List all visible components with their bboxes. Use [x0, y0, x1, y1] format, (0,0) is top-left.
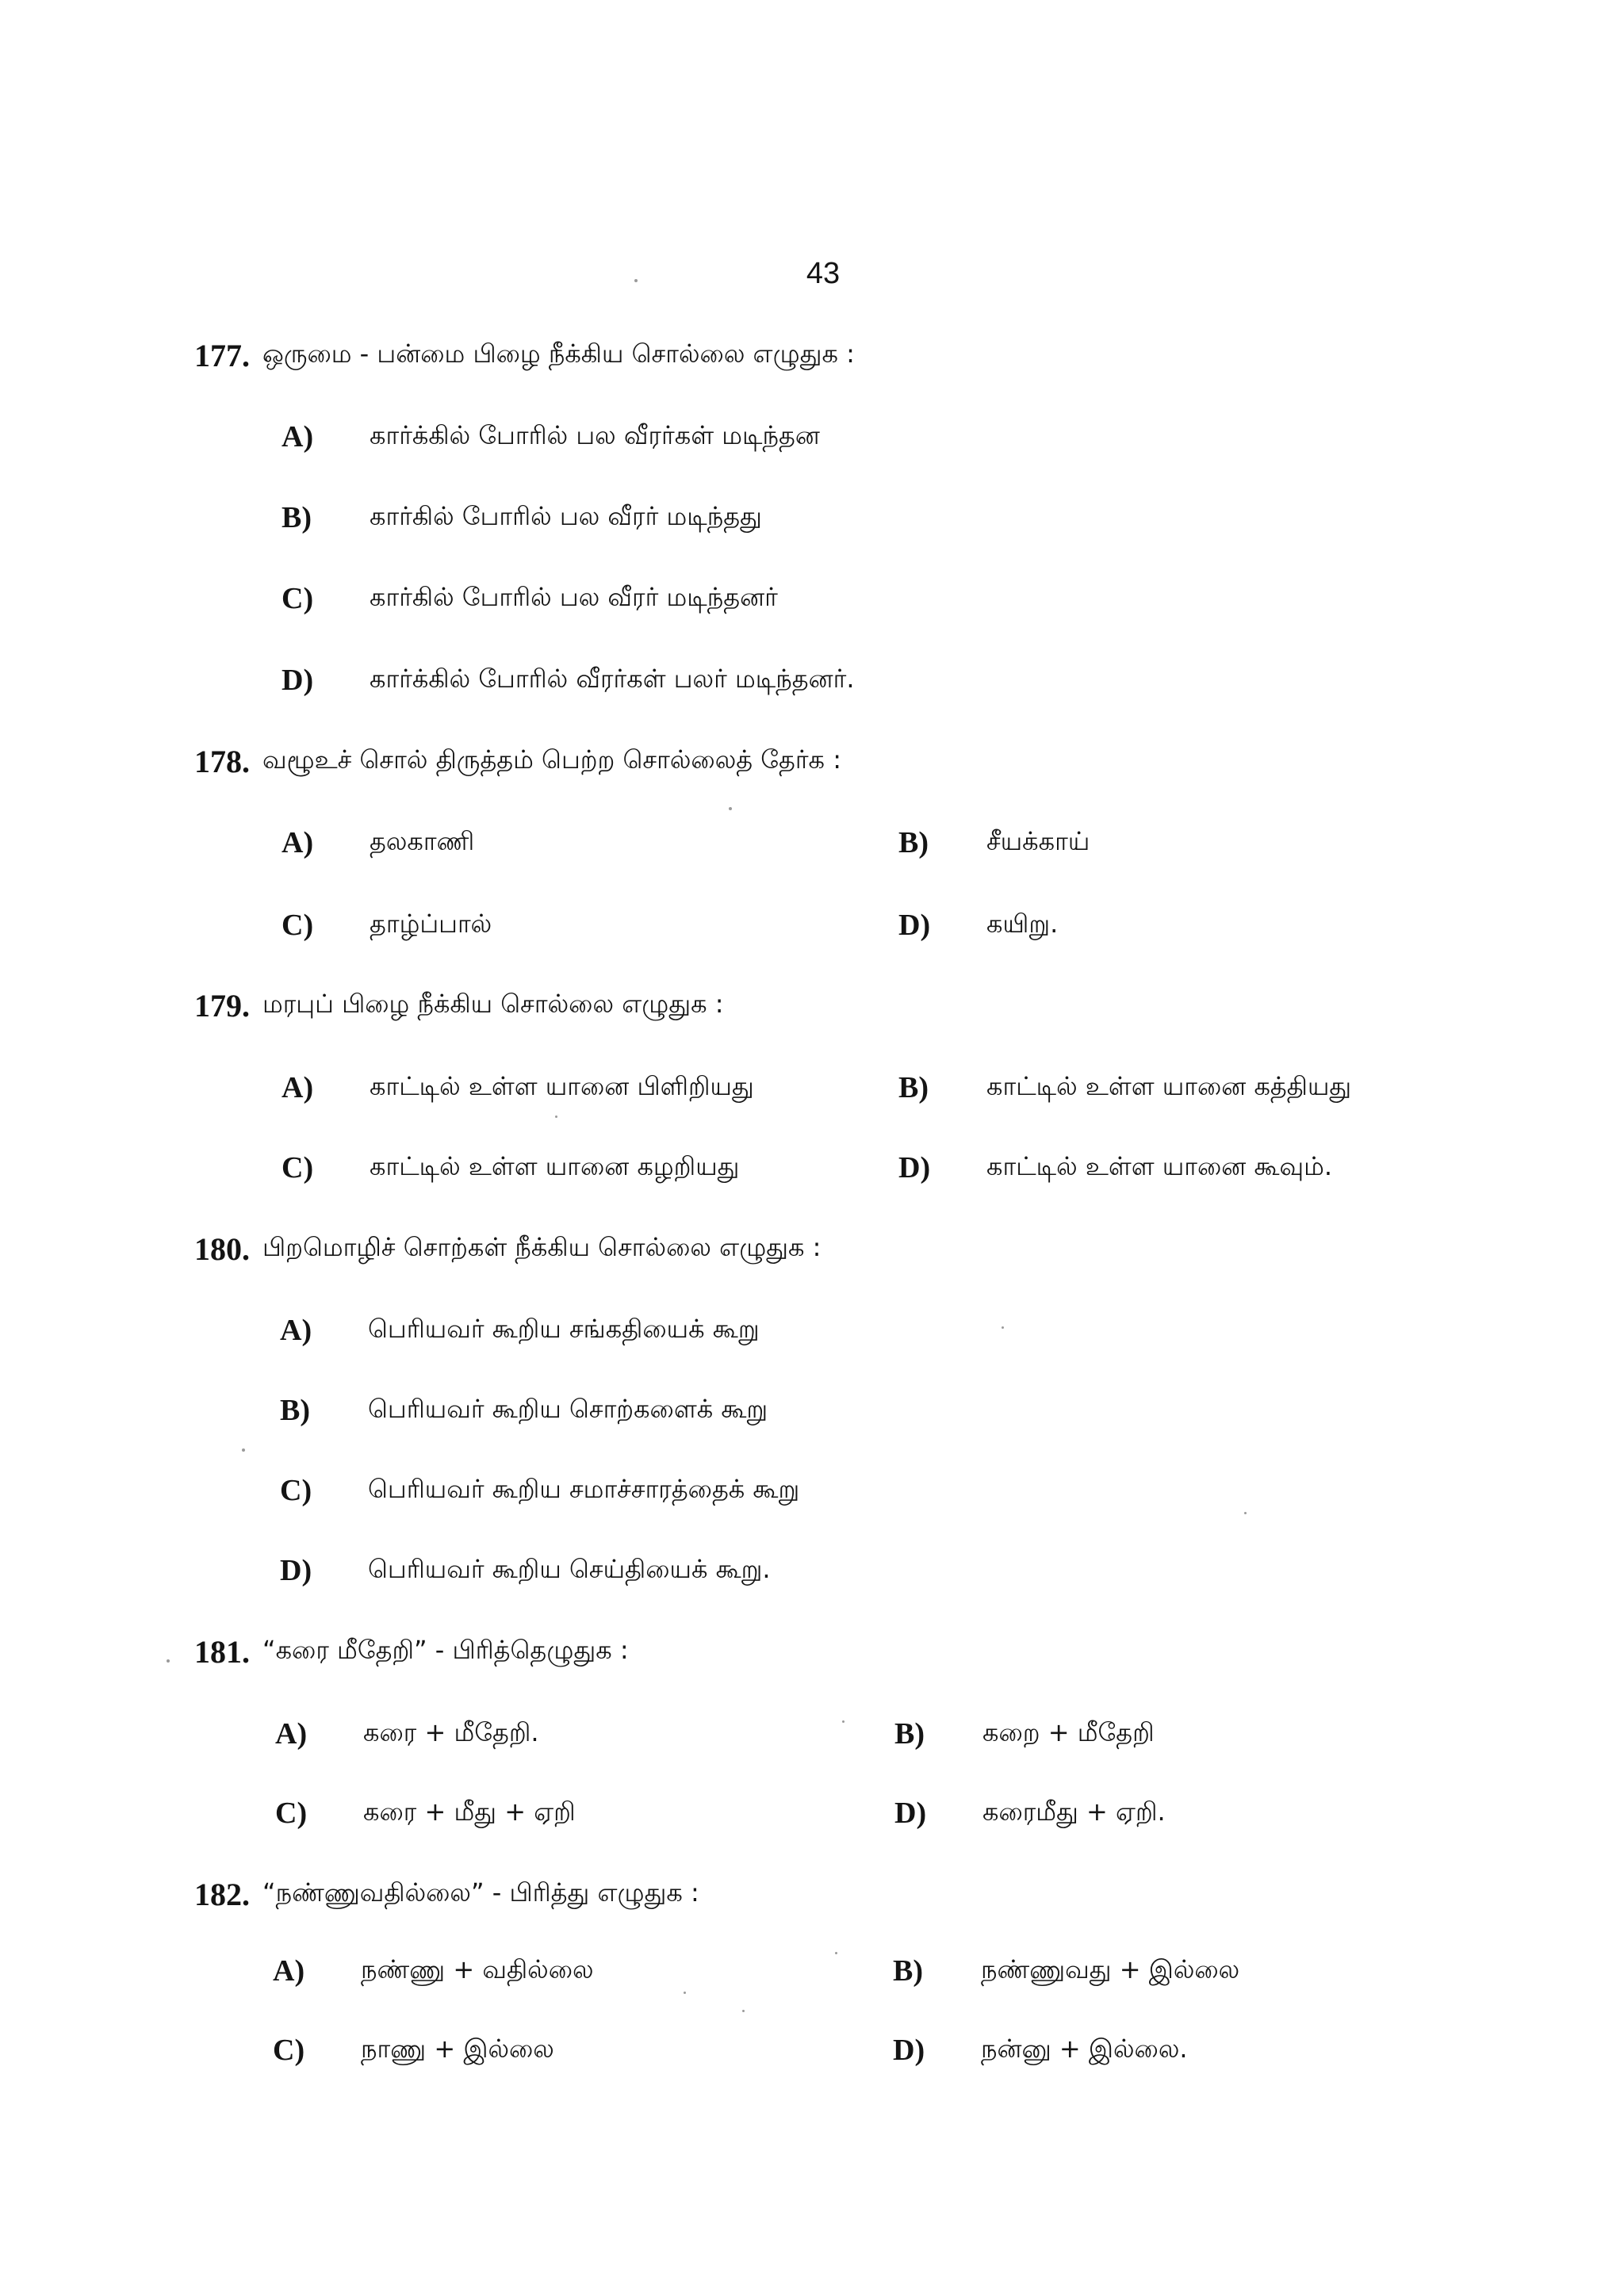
option-label: D) [898, 909, 931, 942]
option-text: பெரியவர் கூறிய செய்தியைக் கூறு. [368, 1554, 771, 1584]
question-text: “நண்ணுவதில்லை” - பிரித்து எழுதுக : [262, 1877, 699, 1908]
question-181 [194, 1628, 1542, 1675]
option-text: தலகாணி [370, 826, 475, 856]
option-text: நன்னு + இல்லை. [981, 2034, 1188, 2064]
option-text: கறை + மீதேறி [982, 1717, 1155, 1747]
question-177 [194, 331, 1542, 379]
scan-speck [842, 1720, 845, 1723]
option-label: D) [898, 1151, 931, 1184]
scan-speck [634, 279, 638, 282]
option-text: பெரியவர் கூறிய சமாச்சாரத்தைக் கூறு [368, 1474, 800, 1504]
option-label: A) [282, 420, 314, 453]
option-label: B) [280, 1394, 310, 1427]
question-181-option-c[interactable] [275, 1789, 846, 1837]
question-178-option-c[interactable] [282, 901, 837, 949]
question-text: “கரை மீதேறி” - பிரித்தெழுதுக : [262, 1635, 629, 1665]
option-text: கார்க்கில் போரில் பல வீரர்கள் மடிந்தன [370, 420, 820, 450]
question-182-option-d[interactable] [893, 2026, 1496, 2074]
question-180-option-c[interactable] [280, 1467, 1231, 1514]
option-text: காட்டில் உள்ள யானை கத்தியது [986, 1071, 1352, 1101]
option-label: B) [894, 1717, 925, 1751]
option-label: A) [280, 1314, 312, 1347]
option-text: நண்ணு + வதில்லை [361, 1954, 594, 1984]
option-text: கரைமீது + ஏறி. [982, 1797, 1166, 1827]
question-177-option-b[interactable] [282, 494, 1233, 541]
option-label: C) [275, 1797, 308, 1830]
question-178-option-a[interactable] [282, 819, 837, 867]
option-label: C) [280, 1474, 312, 1507]
question-181-option-a[interactable] [275, 1710, 846, 1758]
option-text: காட்டில் உள்ள யானை கழறியது [370, 1151, 740, 1181]
option-text: கரை + மீதேறி. [363, 1717, 539, 1747]
option-text: கரை + மீது + ஏறி [363, 1797, 576, 1827]
question-number: 177. [194, 337, 250, 373]
option-label: C) [282, 582, 314, 615]
scan-speck [242, 1448, 245, 1452]
scan-speck [729, 807, 732, 810]
question-182-option-a[interactable] [273, 1947, 875, 1995]
scan-speck [555, 1115, 557, 1118]
question-181-option-b[interactable] [894, 1710, 1465, 1758]
question-178-option-b[interactable] [898, 819, 1454, 867]
option-text: தாழ்ப்பால் [370, 909, 492, 939]
option-label: D) [894, 1797, 927, 1830]
option-label: C) [282, 1151, 314, 1184]
question-text: ஒருமை - பன்மை பிழை நீக்கிய சொல்லை எழுதுக : [262, 339, 855, 369]
scan-speck [742, 2010, 745, 2012]
question-181-option-d[interactable] [894, 1789, 1465, 1837]
option-label: D) [282, 664, 314, 697]
question-179-option-c[interactable] [282, 1144, 868, 1192]
question-179-option-d[interactable] [898, 1144, 1485, 1192]
question-180-option-a[interactable] [280, 1307, 1231, 1354]
question-number: 182. [194, 1876, 250, 1912]
option-text: கார்கில் போரில் பல வீரர் மடிந்தது [370, 501, 762, 531]
option-text: பெரியவர் கூறிய சங்கதியைக் கூறு [368, 1314, 760, 1344]
question-177-option-d[interactable] [282, 656, 1233, 704]
option-text: காட்டில் உள்ள யானை பிளிறியது [370, 1071, 754, 1101]
scan-speck [1002, 1326, 1004, 1329]
option-label: A) [282, 826, 314, 859]
question-179-option-b[interactable] [898, 1064, 1485, 1112]
option-label: A) [273, 1954, 305, 1988]
question-text: வழூஉச் சொல் திருத்தம் பெற்ற சொல்லைத் தேர்க : [262, 744, 841, 775]
option-label: B) [898, 1071, 929, 1104]
question-177-option-a[interactable] [282, 413, 1233, 461]
option-label: C) [282, 909, 314, 942]
question-178 [194, 737, 1542, 785]
scan-speck [684, 1992, 686, 1994]
scan-speck [1244, 1512, 1247, 1514]
scan-speck [835, 1952, 837, 1954]
option-text: நாணு + இல்லை [361, 2034, 554, 2064]
question-179 [194, 982, 1542, 1029]
question-number: 180. [194, 1230, 250, 1267]
option-label: D) [893, 2034, 925, 2067]
option-text: சீயக்காய் [986, 826, 1090, 856]
option-label: A) [282, 1071, 314, 1104]
option-label: B) [282, 501, 312, 534]
question-180 [194, 1225, 1542, 1272]
option-text: கார்கில் போரில் பல வீரர் மடிந்தனர் [370, 582, 778, 612]
option-text: நண்ணுவது + இல்லை [981, 1954, 1240, 1984]
question-178-option-d[interactable] [898, 901, 1454, 949]
option-text: கயிறு. [986, 909, 1059, 939]
question-180-option-b[interactable] [280, 1387, 1231, 1434]
option-label: C) [273, 2034, 305, 2067]
option-label: B) [898, 826, 929, 859]
option-text: கார்க்கில் போரில் வீரர்கள் பலர் மடிந்தனர். [370, 664, 855, 694]
option-label: D) [280, 1554, 312, 1587]
question-number: 181. [194, 1633, 250, 1670]
option-label: B) [893, 1954, 923, 1988]
question-182-option-c[interactable] [273, 2026, 875, 2074]
question-text: மரபுப் பிழை நீக்கிய சொல்லை எழுதுக : [262, 989, 724, 1019]
question-177-option-c[interactable] [282, 575, 1233, 622]
question-text: பிறமொழிச் சொற்கள் நீக்கிய சொல்லை எழுதுக : [262, 1232, 822, 1262]
question-182-option-b[interactable] [893, 1947, 1496, 1995]
question-180-option-d[interactable] [280, 1547, 1231, 1594]
option-text: காட்டில் உள்ள யானை கூவும். [986, 1151, 1333, 1181]
question-179-option-a[interactable] [282, 1064, 868, 1112]
question-number: 179. [194, 987, 250, 1024]
question-number: 178. [194, 743, 250, 779]
option-text: பெரியவர் கூறிய சொற்களைக் கூறு [368, 1394, 768, 1424]
scan-speck [167, 1659, 170, 1663]
question-182 [194, 1870, 1542, 1918]
page-number: 43 [806, 257, 841, 290]
option-label: A) [275, 1717, 308, 1751]
